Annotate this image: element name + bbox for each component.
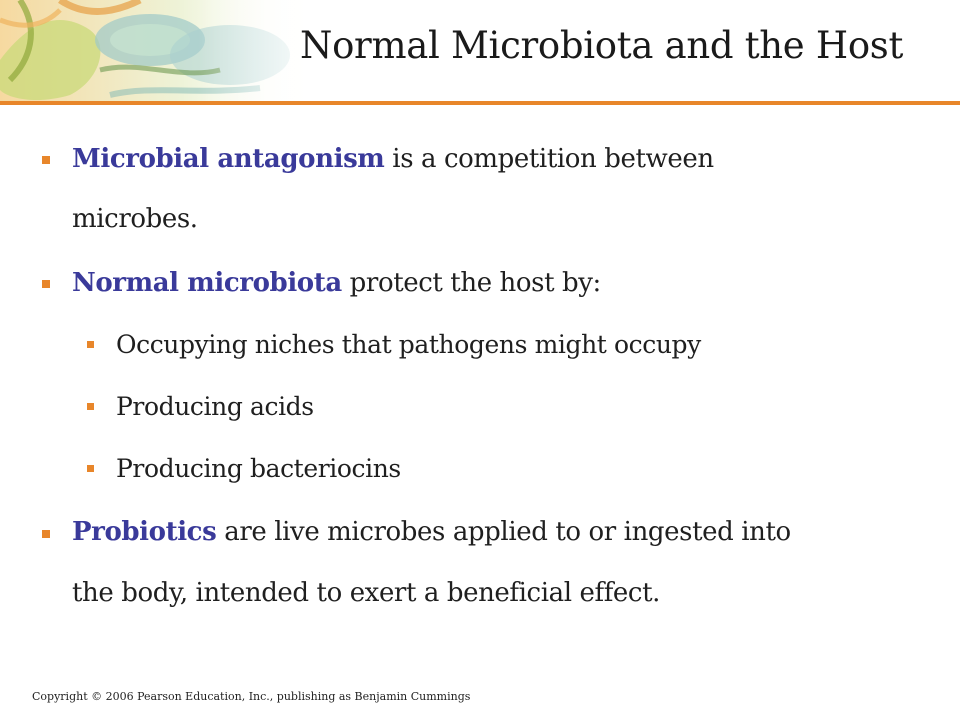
sub-bullet-item: Producing bacteriocins bbox=[116, 454, 401, 483]
bullet-item bbox=[72, 268, 601, 298]
sub-bullet-marker bbox=[87, 465, 94, 472]
bullet-item bbox=[72, 144, 714, 174]
slide-title: Normal Microbiota and the Host bbox=[300, 24, 904, 67]
sub-bullet-marker bbox=[87, 341, 94, 348]
title-divider bbox=[0, 101, 960, 105]
sub-bullet-marker bbox=[87, 403, 94, 410]
bullet-marker bbox=[42, 530, 50, 538]
bullet-item bbox=[72, 517, 791, 547]
bullet-text: are live microbes applied to or ingested into bbox=[216, 517, 791, 547]
sub-bullet-item: Producing acids bbox=[116, 392, 314, 421]
copyright-footer: Copyright © 2006 Pearson Education, Inc., publishing as Benjamin Cummings bbox=[32, 690, 471, 703]
microbe-banner-image bbox=[0, 0, 330, 104]
bullet-text: is a competition between bbox=[384, 144, 714, 174]
bullet-term: Microbial antagonism bbox=[72, 144, 385, 174]
sub-bullet-item: Occupying niches that pathogens might occupy bbox=[116, 330, 701, 359]
bullet-continuation: the body, intended to exert a beneficial effect. bbox=[72, 578, 660, 608]
bullet-marker bbox=[42, 156, 50, 164]
microbe-banner-graphic bbox=[0, 0, 330, 104]
bullet-continuation: microbes. bbox=[72, 204, 198, 234]
bullet-marker bbox=[42, 280, 50, 288]
bullet-term: Probiotics bbox=[72, 517, 217, 547]
bullet-term: Normal microbiota bbox=[72, 268, 342, 298]
bullet-text: protect the host by: bbox=[341, 268, 601, 298]
